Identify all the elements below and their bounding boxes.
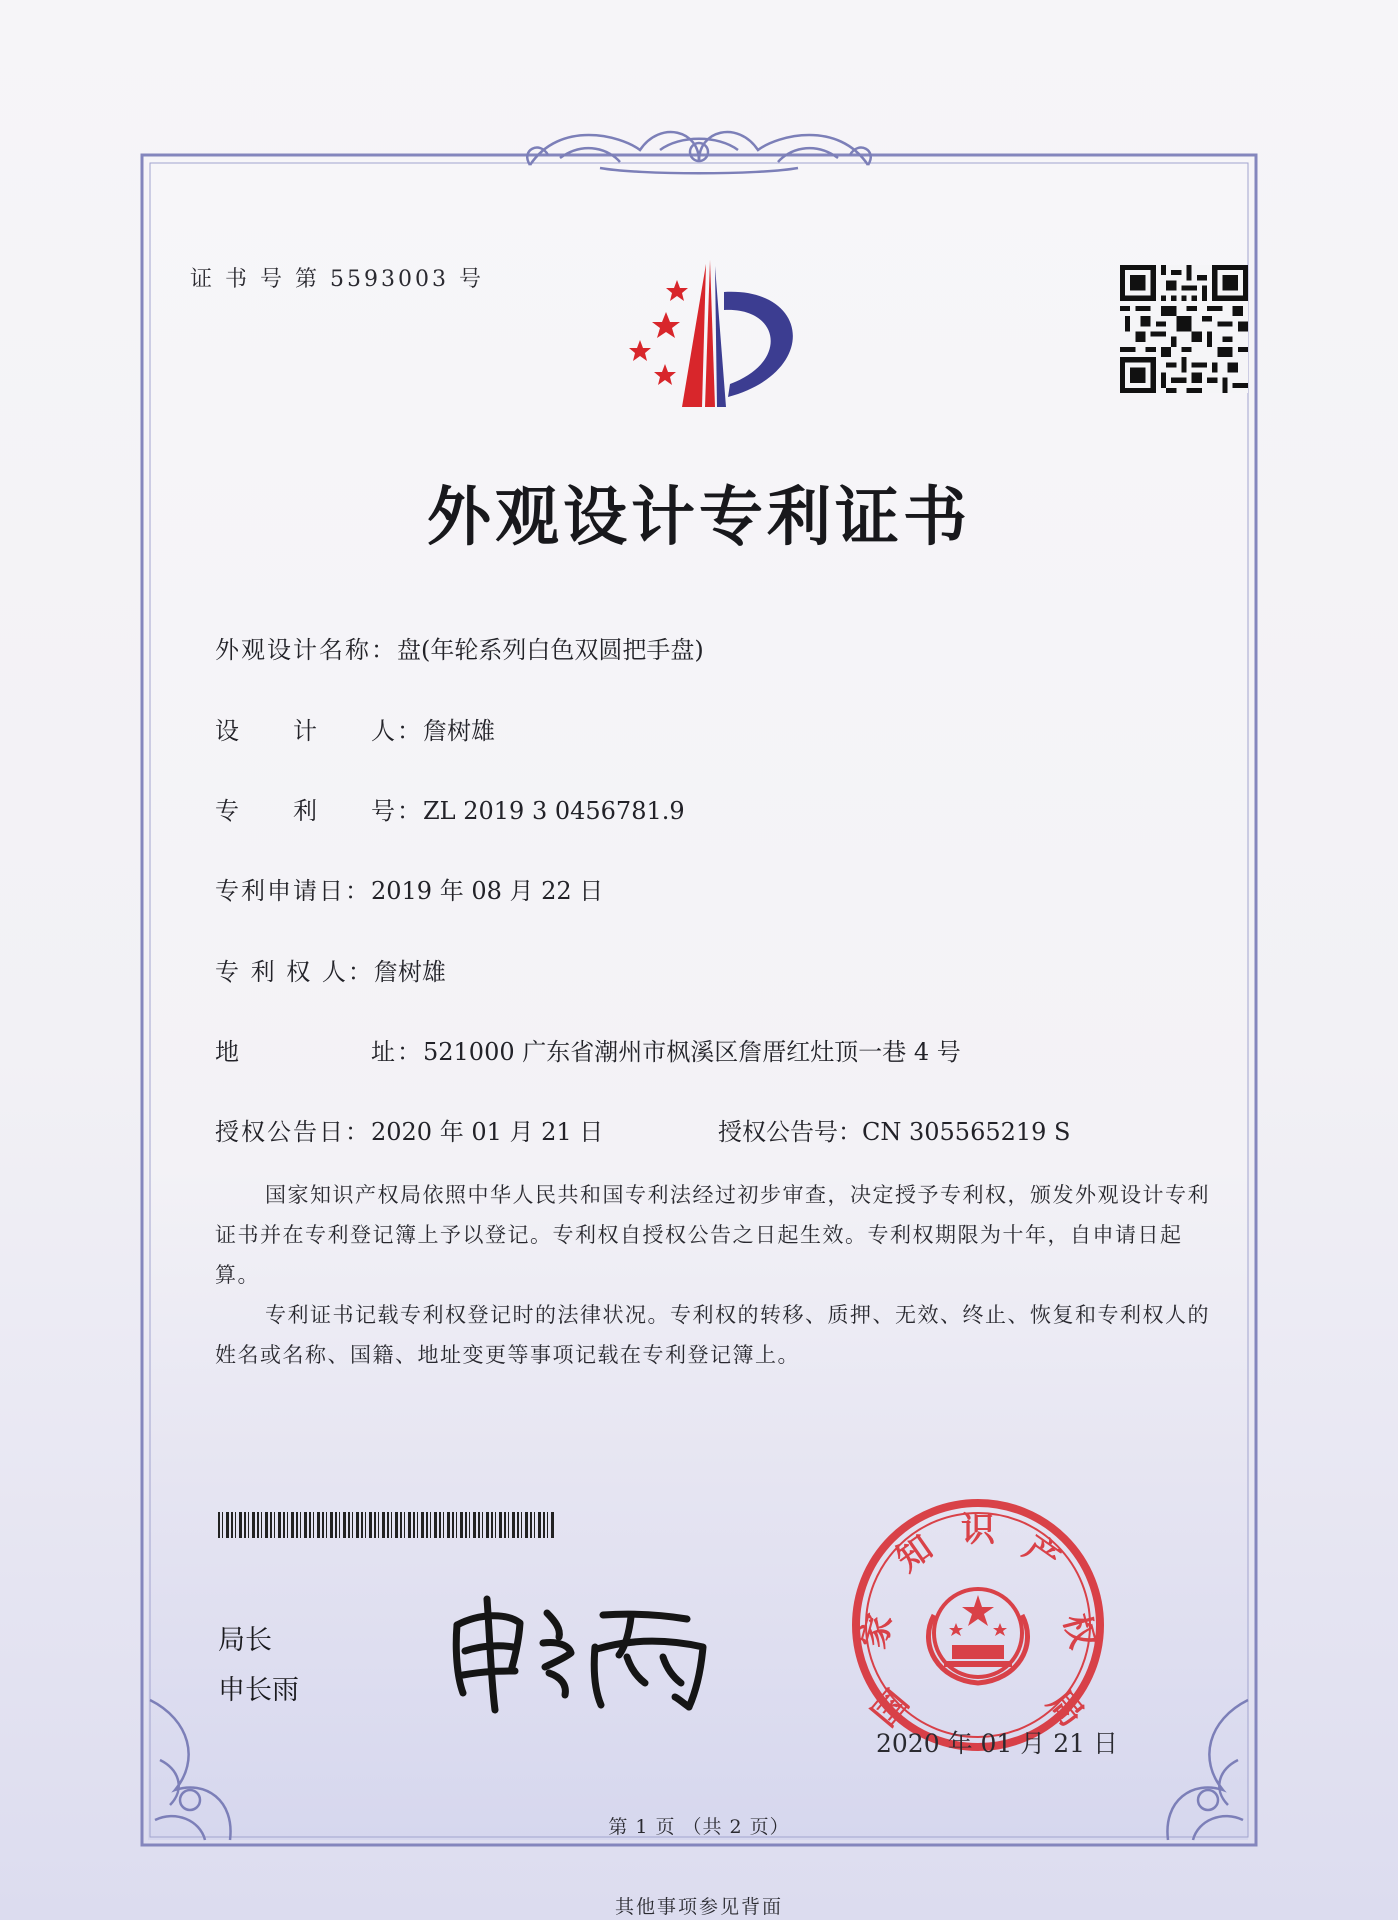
signature-role: 局长 (218, 1625, 272, 1656)
field-value: CN 305565219 S (862, 1118, 1071, 1146)
svg-text:家: 家 (853, 1609, 901, 1653)
cnipa-logo-icon (620, 252, 830, 412)
field-value: ZL 2019 3 0456781.9 (423, 797, 685, 825)
field-patent-number (215, 791, 685, 826)
field-label: 专 利 号： (215, 797, 423, 825)
svg-text:识: 识 (961, 1510, 995, 1550)
field-announcement-date (215, 1112, 603, 1147)
body-paragraph-2: 专利证书记载专利权登记时的法律状况。专利权的转移、质押、无效、终止、恢复和专利权人的姓名或名称、国籍、地址变更等事项记载在专利登记簿上。 (215, 1303, 1210, 1367)
footer-note: 其他事项参见背面 (614, 1896, 783, 1918)
field-design-name (215, 630, 704, 665)
field-label: 授权公告号： (718, 1118, 862, 1146)
field-label: 设 计 人： (215, 717, 423, 745)
official-seal-icon (848, 1495, 1108, 1755)
field-label: 地 址： (215, 1038, 423, 1066)
barcode (218, 1512, 556, 1538)
field-value: 521000 广东省潮州市枫溪区詹厝红灶顶一巷 4 号 (423, 1038, 961, 1066)
field-label: 专 利 权 人： (215, 958, 374, 986)
field-announcement-number (718, 1112, 1071, 1147)
field-value: 盘(年轮系列白色双圆把手盘) (397, 636, 704, 664)
field-value: 2020 年 01 月 21 日 (371, 1118, 604, 1146)
field-label: 专利申请日： (215, 877, 371, 905)
field-value: 詹树雄 (373, 958, 446, 986)
svg-text:局: 局 (1038, 1682, 1092, 1735)
certificate-number: 证 书 号 第 5593003 号 (190, 267, 484, 292)
field-patentee (215, 952, 446, 987)
page-number: 第 1 页 （共 2 页） (608, 1816, 790, 1838)
field-label: 外观设计名称： (215, 636, 397, 664)
field-label: 授权公告日： (215, 1118, 371, 1146)
handwritten-signature (435, 1585, 725, 1715)
svg-text:知: 知 (889, 1527, 940, 1580)
svg-text:国: 国 (864, 1682, 918, 1735)
field-value: 2019 年 08 月 22 日 (371, 877, 604, 905)
svg-text:产: 产 (1016, 1527, 1067, 1580)
top-ornament (527, 132, 870, 173)
field-value: 詹树雄 (423, 717, 495, 745)
seal-date: 2020 年 01 月 21 日 (876, 1729, 1118, 1758)
field-application-date (215, 871, 603, 906)
certificate-title: 外观设计专利证书 (427, 480, 971, 555)
field-address (215, 1032, 961, 1067)
body-paragraph-1: 国家知识产权局依照中华人民共和国专利法经过初步审查，决定授予专利权，颁发外观设计专利证书并在专利登记簿上予以登记。专利权自授权公告之日起生效。专利权期限为十年，自申请日起算。 (215, 1183, 1210, 1287)
signature-name: 申长雨 (218, 1675, 299, 1706)
field-designer (215, 711, 495, 746)
qr-code-icon (1120, 265, 1248, 393)
svg-text:权: 权 (1055, 1609, 1103, 1653)
